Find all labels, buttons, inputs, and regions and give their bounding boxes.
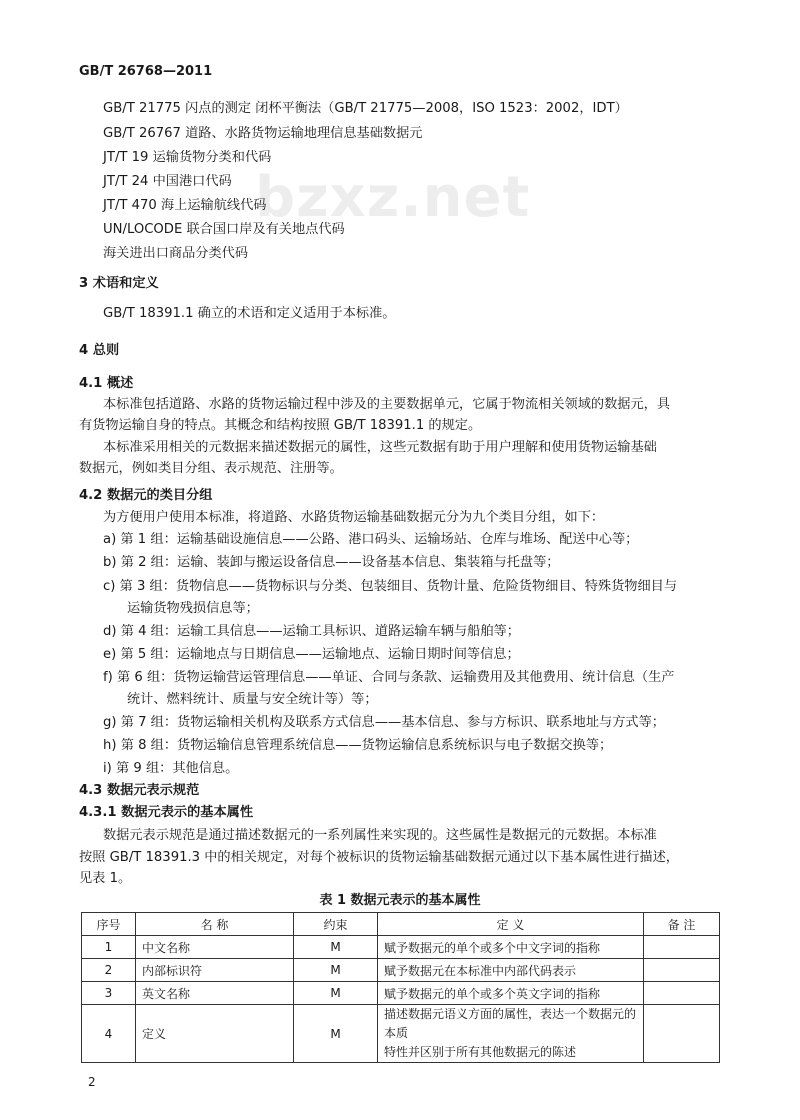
section-4-3-1-heading: 4.3.1 数据元表示的基本属性 [79, 805, 254, 820]
list-item: f) 第 6 组：货物运输营运管理信息——单证、合同与条款、运输费用及其他费用、统计信息（生产 [103, 670, 675, 685]
paragraph-line: 为方便用户使用本标准，将道路、水路货物运输基础数据元分为九个类目分组，如下： [103, 510, 605, 525]
cell-definition: 赋予数据元在本标准中内部代码表示 [378, 959, 644, 982]
paragraph-line: 按照 GB/T 18391.3 中的相关规定，对每个被标识的货物运输基础数据元通过以下基本属性进行描述， [79, 850, 679, 865]
section-4-2-heading: 4.2 数据元的类目分组 [79, 488, 213, 503]
cell-definition: 赋予数据元的单个或多个英文字词的指称 [378, 982, 644, 1005]
cell-constraint: M [294, 959, 378, 982]
paragraph-line: 数据元，例如类目分组、表示规范、注册等。 [79, 461, 343, 476]
reference-item: JT/T 24 中国港口代码 [103, 174, 232, 189]
cell-note [644, 959, 720, 982]
cell-name: 内部标识符 [136, 959, 294, 982]
reference-item: JT/T 19 运输货物分类和代码 [103, 150, 272, 165]
cell-definition: 赋予数据元的单个或多个中文字词的指称 [378, 936, 644, 959]
cell-no: 2 [82, 959, 136, 982]
cell-name: 定义 [136, 1005, 294, 1063]
paragraph-line: 有货物运输自身的特点。其概念和结构按照 GB/T 18391.1 的规定。 [79, 418, 482, 433]
paragraph-line: 本标准采用相关的元数据来描述数据元的属性，这些元数据有助于用户理解和使用货物运输基础 [103, 440, 657, 455]
cell-note [644, 936, 720, 959]
reference-item: GB/T 26767 道路、水路货物运输地理信息基础数据元 [103, 126, 423, 141]
header-constraint: 约束 [294, 913, 378, 936]
reference-item: GB/T 21775 闪点的测定 闭杯平衡法（GB/T 21775—2008，ISO 1523：2002，IDT） [103, 101, 628, 116]
cell-name: 英文名称 [136, 982, 294, 1005]
section-4-3-heading: 4.3 数据元表示规范 [79, 783, 200, 798]
list-item: c) 第 3 组：货物信息——货物标识与分类、包装细目、货物计量、危险货物细目、特殊货物细目与 [103, 579, 678, 594]
list-item-continuation: 统计、燃料统计、质量与安全统计等）等； [127, 692, 378, 707]
cell-name: 中文名称 [136, 936, 294, 959]
table-row [82, 1005, 720, 1063]
list-item-continuation: 运输货物残损信息等； [127, 601, 259, 616]
cell-constraint: M [294, 982, 378, 1005]
header-definition: 定 义 [378, 913, 644, 936]
cell-constraint: M [294, 1005, 378, 1063]
list-item: d) 第 4 组：运输工具信息——运输工具标识、道路运输车辆与船舶等； [103, 624, 520, 639]
list-item: h) 第 8 组：货物运输信息管理系统信息——货物运输信息系统标识与电子数据交换等； [103, 738, 613, 753]
standard-code-header: GB/T 26768—2011 [79, 64, 213, 79]
cell-no: 3 [82, 982, 136, 1005]
table-caption: 表 1 数据元表示的基本属性 [319, 893, 481, 908]
cell-constraint: M [294, 936, 378, 959]
list-item: a) 第 1 组：运输基础设施信息——公路、港口码头、运输场站、仓库与堆场、配送中心等； [103, 532, 639, 547]
cell-no: 1 [82, 936, 136, 959]
header-note: 备 注 [644, 913, 720, 936]
paragraph-line: 本标准包括道路、水路的货物运输过程中涉及的主要数据单元，它属于物流相关领域的数据元，具 [103, 397, 671, 412]
table-row [82, 959, 720, 982]
paragraph-line: 数据元表示规范是通过描述数据元的一系列属性来实现的。这些属性是数据元的元数据。本标准 [103, 828, 657, 843]
cell-definition [378, 1005, 644, 1063]
page-number: 2 [88, 1075, 96, 1089]
attributes-table [81, 912, 720, 1063]
cell-note [644, 982, 720, 1005]
list-item: i) 第 9 组：其他信息。 [103, 761, 239, 776]
table-row [82, 936, 720, 959]
paragraph-line: 见表 1。 [79, 871, 132, 886]
table-row [82, 982, 720, 1005]
cell-note [644, 1005, 720, 1063]
table-header-row [82, 913, 720, 936]
section-3-text: GB/T 18391.1 确立的术语和定义适用于本标准。 [103, 306, 396, 321]
reference-item: JT/T 470 海上运输航线代码 [103, 198, 267, 213]
reference-item: UN/LOCODE 联合国口岸及有关地点代码 [103, 222, 345, 237]
section-4-1-heading: 4.1 概述 [79, 376, 134, 391]
list-item: b) 第 2 组：运输、装卸与搬运设备信息——设备基本信息、集装箱与托盘等； [103, 555, 560, 570]
header-no: 序号 [82, 913, 136, 936]
definition-line: 特性并区别于所有其他数据元的陈述 [384, 1045, 577, 1059]
section-3-heading: 3 术语和定义 [79, 276, 159, 291]
list-item: e) 第 5 组：运输地点与日期信息——运输地点、运输日期时间等信息； [103, 647, 520, 662]
section-4-heading: 4 总则 [79, 343, 120, 358]
watermark: bzxz.net [255, 165, 531, 230]
definition-line: 描述数据元语义方面的属性，表达一个数据元的本质 [384, 1007, 637, 1040]
reference-item: 海关进出口商品分类代码 [103, 246, 249, 261]
header-name: 名 称 [136, 913, 294, 936]
cell-no: 4 [82, 1005, 136, 1063]
list-item: g) 第 7 组：货物运输相关机构及联系方式信息——基本信息、参与方标识、联系地址与方式等； [103, 715, 665, 730]
